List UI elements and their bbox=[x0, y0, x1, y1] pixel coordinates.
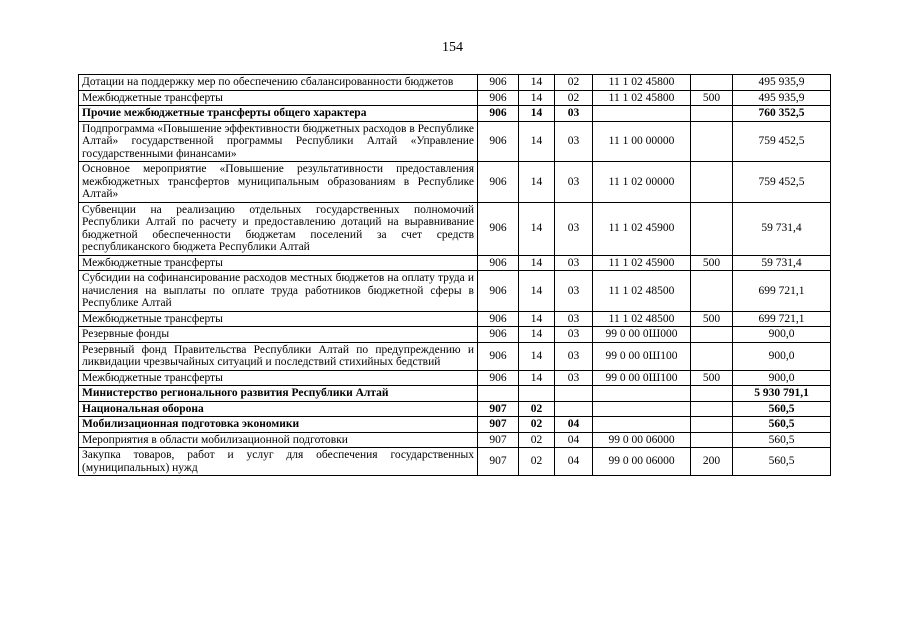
table-row bbox=[79, 386, 831, 402]
expense-type-code bbox=[691, 432, 733, 448]
amount: 760 352,5 bbox=[733, 106, 831, 122]
expense-type-code: 500 bbox=[691, 90, 733, 106]
target-article-code: 99 0 00 0Ш000 bbox=[593, 327, 691, 343]
row-name: Мобилизационная подготовка экономики bbox=[79, 417, 478, 433]
row-name: Дотации на поддержку мер по обеспечению сбалансированности бюджетов bbox=[79, 75, 478, 91]
expense-type-code: 500 bbox=[691, 311, 733, 327]
amount: 495 935,9 bbox=[733, 90, 831, 106]
table-row bbox=[79, 202, 831, 255]
grbs-code: 907 bbox=[478, 432, 519, 448]
subsection-code: 03 bbox=[555, 342, 593, 370]
expense-type-code: 500 bbox=[691, 255, 733, 271]
subsection-code: 04 bbox=[555, 432, 593, 448]
target-article-code bbox=[593, 106, 691, 122]
section-code: 14 bbox=[519, 106, 555, 122]
expense-type-code bbox=[691, 271, 733, 312]
expense-type-code bbox=[691, 202, 733, 255]
amount: 900,0 bbox=[733, 370, 831, 386]
expense-type-code bbox=[691, 342, 733, 370]
target-article-code bbox=[593, 386, 691, 402]
section-code: 14 bbox=[519, 162, 555, 203]
expense-type-code bbox=[691, 121, 733, 162]
subsection-code bbox=[555, 401, 593, 417]
amount: 699 721,1 bbox=[733, 311, 831, 327]
table-row bbox=[79, 162, 831, 203]
grbs-code: 906 bbox=[478, 121, 519, 162]
row-name: Министерство регионального развития Республики Алтай bbox=[79, 386, 478, 402]
table-row bbox=[79, 417, 831, 433]
target-article-code bbox=[593, 417, 691, 433]
section-code: 02 bbox=[519, 417, 555, 433]
expense-type-code bbox=[691, 386, 733, 402]
target-article-code: 11 1 02 45900 bbox=[593, 202, 691, 255]
expense-type-code: 200 bbox=[691, 448, 733, 476]
row-name: Основное мероприятие «Повышение результативности предоставления межбюджетных трансфертов муниципальным образованиям в Республике Алтай» bbox=[79, 162, 478, 203]
table-row bbox=[79, 255, 831, 271]
target-article-code: 11 1 02 48500 bbox=[593, 271, 691, 312]
subsection-code: 02 bbox=[555, 90, 593, 106]
amount: 699 721,1 bbox=[733, 271, 831, 312]
subsection-code bbox=[555, 386, 593, 402]
row-name: Межбюджетные трансферты bbox=[79, 255, 478, 271]
amount: 59 731,4 bbox=[733, 255, 831, 271]
grbs-code: 906 bbox=[478, 370, 519, 386]
subsection-code: 03 bbox=[555, 255, 593, 271]
table-row bbox=[79, 401, 831, 417]
target-article-code: 11 1 00 00000 bbox=[593, 121, 691, 162]
expense-type-code: 500 bbox=[691, 370, 733, 386]
section-code: 14 bbox=[519, 75, 555, 91]
section-code: 14 bbox=[519, 370, 555, 386]
grbs-code: 906 bbox=[478, 255, 519, 271]
table-row bbox=[79, 90, 831, 106]
table-row bbox=[79, 370, 831, 386]
grbs-code: 907 bbox=[478, 448, 519, 476]
section-code: 14 bbox=[519, 342, 555, 370]
table-row bbox=[79, 432, 831, 448]
subsection-code: 03 bbox=[555, 370, 593, 386]
grbs-code: 906 bbox=[478, 162, 519, 203]
amount: 900,0 bbox=[733, 327, 831, 343]
subsection-code: 03 bbox=[555, 106, 593, 122]
row-name: Субсидии на софинансирование расходов местных бюджетов на оплату труда и начисления на выплаты по оплате труда работников бюджетной сферы в Республике Алтай bbox=[79, 271, 478, 312]
row-name: Резервные фонды bbox=[79, 327, 478, 343]
subsection-code: 03 bbox=[555, 311, 593, 327]
expense-type-code bbox=[691, 106, 733, 122]
subsection-code: 03 bbox=[555, 121, 593, 162]
table-row bbox=[79, 106, 831, 122]
expense-type-code bbox=[691, 401, 733, 417]
table-row bbox=[79, 121, 831, 162]
subsection-code: 03 bbox=[555, 202, 593, 255]
target-article-code: 99 0 00 06000 bbox=[593, 432, 691, 448]
section-code: 14 bbox=[519, 311, 555, 327]
target-article-code: 11 1 02 00000 bbox=[593, 162, 691, 203]
target-article-code: 99 0 00 0Ш100 bbox=[593, 342, 691, 370]
subsection-code: 03 bbox=[555, 162, 593, 203]
amount: 560,5 bbox=[733, 417, 831, 433]
grbs-code: 906 bbox=[478, 75, 519, 91]
section-code: 02 bbox=[519, 401, 555, 417]
budget-table bbox=[78, 74, 831, 476]
section-code: 14 bbox=[519, 90, 555, 106]
grbs-code: 906 bbox=[478, 271, 519, 312]
table-row bbox=[79, 342, 831, 370]
row-name: Подпрограмма «Повышение эффективности бюджетных расходов в Республике Алтай» государственной программы Республики Алтай «Управление государственными финансами» bbox=[79, 121, 478, 162]
section-code: 14 bbox=[519, 121, 555, 162]
target-article-code: 11 1 02 45900 bbox=[593, 255, 691, 271]
row-name: Межбюджетные трансферты bbox=[79, 90, 478, 106]
section-code: 14 bbox=[519, 202, 555, 255]
table-row bbox=[79, 271, 831, 312]
amount: 560,5 bbox=[733, 448, 831, 476]
section-code: 14 bbox=[519, 271, 555, 312]
grbs-code: 907 bbox=[478, 401, 519, 417]
target-article-code bbox=[593, 401, 691, 417]
amount: 5 930 791,1 bbox=[733, 386, 831, 402]
expense-type-code bbox=[691, 75, 733, 91]
row-name: Прочие межбюджетные трансферты общего характера bbox=[79, 106, 478, 122]
section-code: 02 bbox=[519, 432, 555, 448]
row-name: Национальная оборона bbox=[79, 401, 478, 417]
subsection-code: 04 bbox=[555, 448, 593, 476]
amount: 560,5 bbox=[733, 432, 831, 448]
grbs-code bbox=[478, 386, 519, 402]
section-code: 02 bbox=[519, 448, 555, 476]
amount: 759 452,5 bbox=[733, 121, 831, 162]
grbs-code: 906 bbox=[478, 202, 519, 255]
page-number: 154 bbox=[442, 40, 463, 55]
section-code: 14 bbox=[519, 327, 555, 343]
target-article-code: 11 1 02 45800 bbox=[593, 90, 691, 106]
section-code bbox=[519, 386, 555, 402]
row-name: Закупка товаров, работ и услуг для обеспечения государственных (муниципальных) нужд bbox=[79, 448, 478, 476]
target-article-code: 99 0 00 06000 bbox=[593, 448, 691, 476]
table-row bbox=[79, 327, 831, 343]
subsection-code: 03 bbox=[555, 271, 593, 312]
grbs-code: 906 bbox=[478, 90, 519, 106]
grbs-code: 906 bbox=[478, 342, 519, 370]
section-code: 14 bbox=[519, 255, 555, 271]
expense-type-code bbox=[691, 417, 733, 433]
target-article-code: 99 0 00 0Ш100 bbox=[593, 370, 691, 386]
table-row bbox=[79, 75, 831, 91]
row-name: Межбюджетные трансферты bbox=[79, 311, 478, 327]
expense-type-code bbox=[691, 327, 733, 343]
grbs-code: 906 bbox=[478, 106, 519, 122]
amount: 560,5 bbox=[733, 401, 831, 417]
expense-type-code bbox=[691, 162, 733, 203]
row-name: Мероприятия в области мобилизационной подготовки bbox=[79, 432, 478, 448]
table-row bbox=[79, 448, 831, 476]
table-row bbox=[79, 311, 831, 327]
amount: 59 731,4 bbox=[733, 202, 831, 255]
grbs-code: 906 bbox=[478, 311, 519, 327]
subsection-code: 02 bbox=[555, 75, 593, 91]
row-name: Субвенции на реализацию отдельных государственных полномочий Республики Алтай по расчету и предоставлению дотаций на выравнивание бюджетной обеспеченности бюджетам поселений за счет средств республиканского бюджета Республики Алтай bbox=[79, 202, 478, 255]
target-article-code: 11 1 02 45800 bbox=[593, 75, 691, 91]
target-article-code: 11 1 02 48500 bbox=[593, 311, 691, 327]
subsection-code: 04 bbox=[555, 417, 593, 433]
amount: 495 935,9 bbox=[733, 75, 831, 91]
grbs-code: 906 bbox=[478, 327, 519, 343]
row-name: Межбюджетные трансферты bbox=[79, 370, 478, 386]
amount: 759 452,5 bbox=[733, 162, 831, 203]
grbs-code: 907 bbox=[478, 417, 519, 433]
subsection-code: 03 bbox=[555, 327, 593, 343]
amount: 900,0 bbox=[733, 342, 831, 370]
row-name: Резервный фонд Правительства Республики Алтай по предупреждению и ликвидации чрезвычайных ситуаций и последствий стихийных бедствий bbox=[79, 342, 478, 370]
